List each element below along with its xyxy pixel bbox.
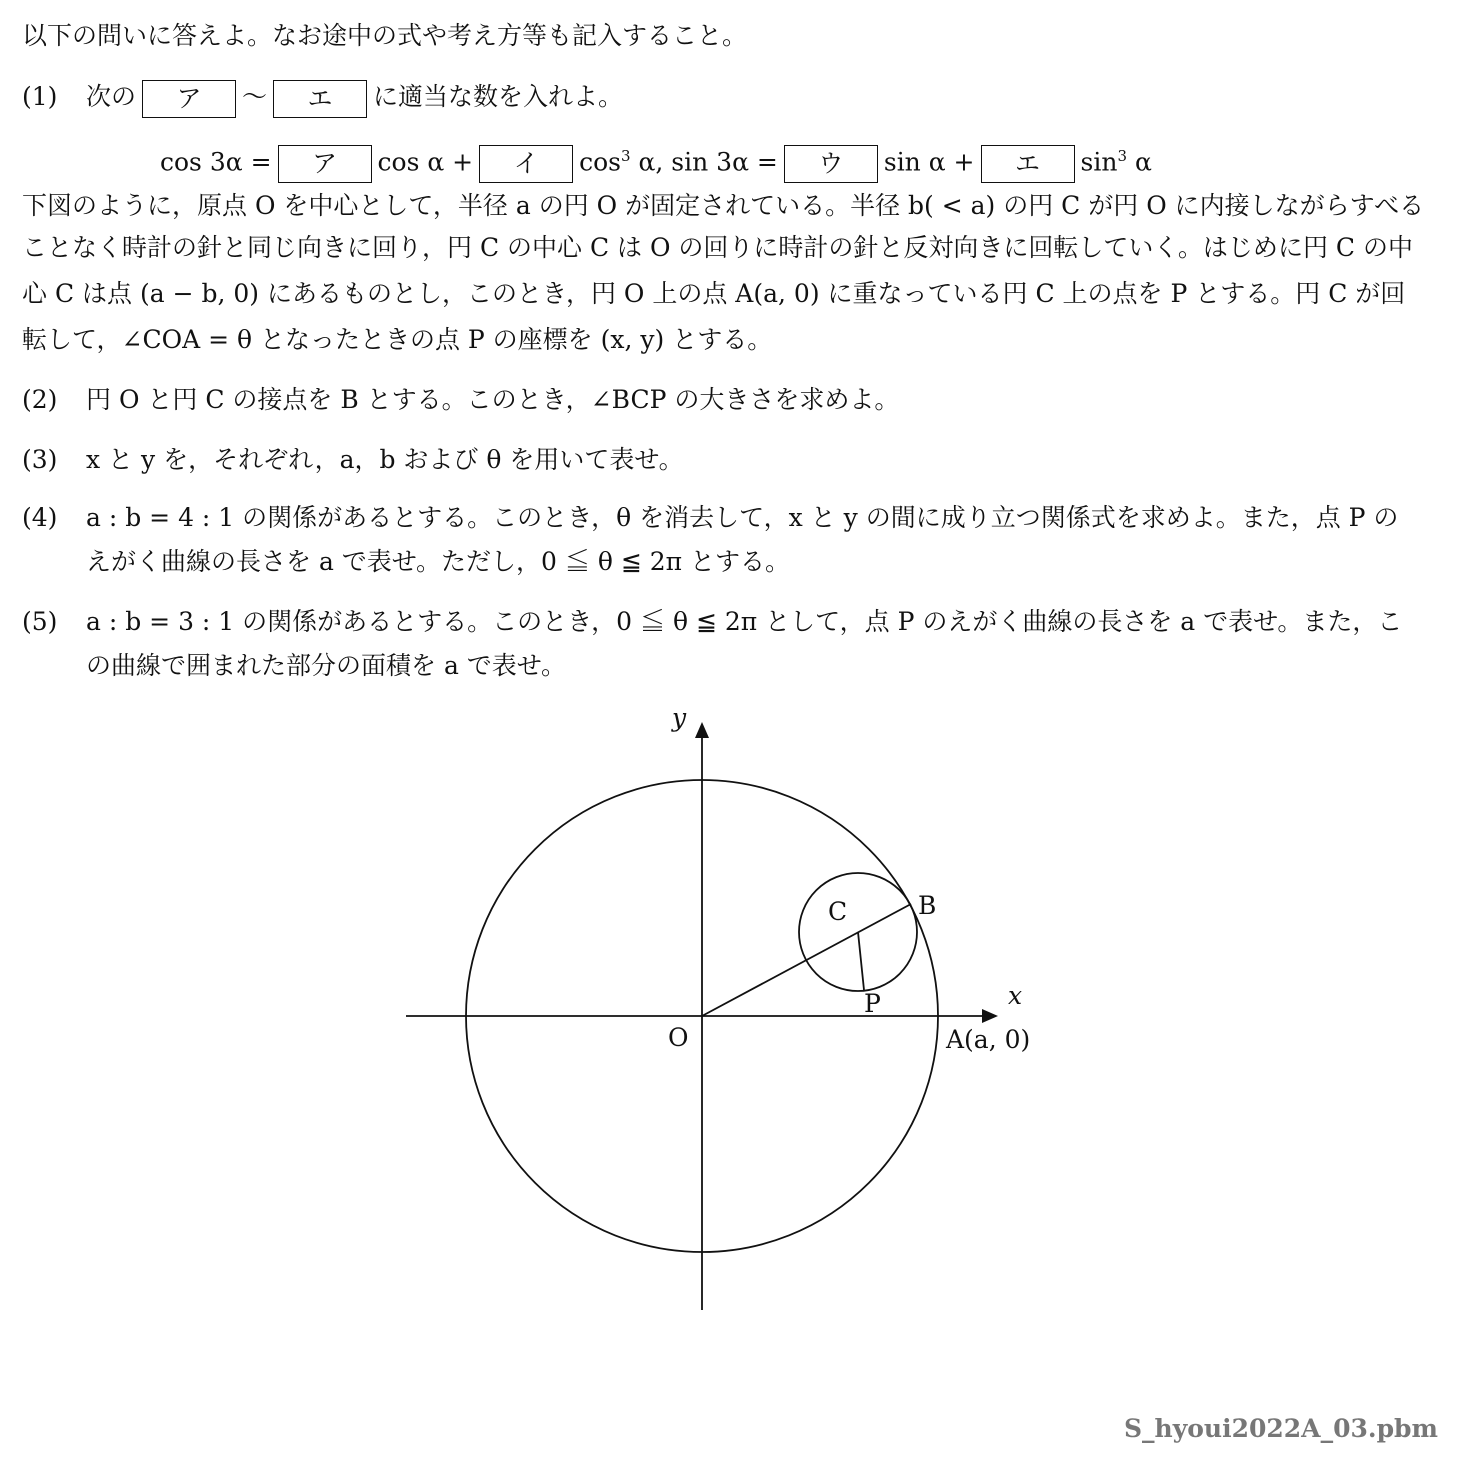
formula-box-e: エ (981, 145, 1075, 183)
formula-sin3: sin 3α = (671, 147, 778, 177)
label-x: x (1008, 981, 1023, 1010)
q5-number: (5) (22, 607, 58, 636)
label-c: C (828, 897, 848, 926)
blank-box-a: ア (142, 80, 236, 118)
label-y: y (672, 703, 687, 732)
q5-text-1: a : b = 3 : 1 の関係があるとする。このとき，0 ≦ θ ≦ 2π として，点 P のえがく曲線の長さを a で表せ。また，こ (86, 607, 1403, 636)
q5-text-2: の曲線で囲まれた部分の面積を a で表せ。 (86, 651, 567, 680)
label-b: B (918, 891, 937, 920)
label-a: A(a, 0) (946, 1025, 1031, 1054)
para-line-2: ことなく時計の針と同じ向きに回り，円 C の中心 C は O の回りに時計の針と反対向きに回転していく。はじめに円 C の中 (22, 233, 1413, 262)
x-axis-arrow-icon (982, 1009, 998, 1023)
para-line-3: 心 C は点 (a − b, 0) にあるものとし，このとき，円 O 上の点 A(a, 0) に重なっている円 C 上の点を P とする。円 C が回 (22, 279, 1406, 308)
blank-box-e: エ (273, 80, 367, 118)
q3-text: x と y を，それぞれ，a，b および θ を用いて表せ。 (86, 445, 684, 474)
q4-text-1: a : b = 4 : 1 の関係があるとする。このとき，θ を消去して，x と y の間に成り立つ関係式を求めよ。また，点 P の (86, 503, 1399, 532)
label-o: O (668, 1023, 689, 1052)
formula-sin3a: sin (1080, 147, 1118, 177)
formula-sup-sin: 3 (1117, 147, 1127, 165)
q3-number: (3) (22, 445, 58, 474)
formula-sina: sin α + (883, 147, 975, 177)
formula-box-a: ア (278, 145, 372, 183)
y-axis-arrow-icon (695, 722, 709, 738)
formula-alpha-comma: α, (630, 147, 664, 177)
q1-number: (1) (22, 82, 58, 111)
formula-sup-cos: 3 (621, 147, 631, 165)
formula-box-u: ウ (784, 145, 878, 183)
formula-box-i: イ (479, 145, 573, 183)
q1-tilde: 〜 (242, 82, 268, 111)
q2-number: (2) (22, 385, 58, 414)
para-line-1: 下図のように，原点 O を中心として，半径 a の円 O が固定されている。半径 b( < a) の円 C が円 O に内接しながらすべる (22, 191, 1425, 220)
formula-cos3: cos 3α = (160, 147, 272, 177)
file-name-footer: S_hyoui2022A_03.pbm (1124, 1414, 1438, 1443)
q1-pre: 次の (86, 82, 137, 111)
q4-number: (4) (22, 503, 58, 532)
formula-cos3a: cos (579, 147, 622, 177)
q2-text: 円 O と円 C の接点を B とする。このとき，∠BCP の大きさを求めよ。 (86, 385, 900, 414)
segment-cp (858, 932, 864, 990)
q1-post: に適当な数を入れよ。 (373, 82, 624, 111)
formula-alpha: α (1127, 147, 1152, 177)
formula-cosa: cos α + (377, 147, 474, 177)
label-p: P (864, 989, 881, 1018)
intro-text: 以下の問いに答えよ。なお途中の式や考え方等も記入すること。 (22, 21, 748, 50)
para-line-4: 転して，∠COA = θ となったときの点 P の座標を (x, y) とする。 (22, 325, 773, 354)
q4-text-2: えがく曲線の長さを a で表せ。ただし，0 ≦ θ ≦ 2π とする。 (86, 547, 791, 576)
